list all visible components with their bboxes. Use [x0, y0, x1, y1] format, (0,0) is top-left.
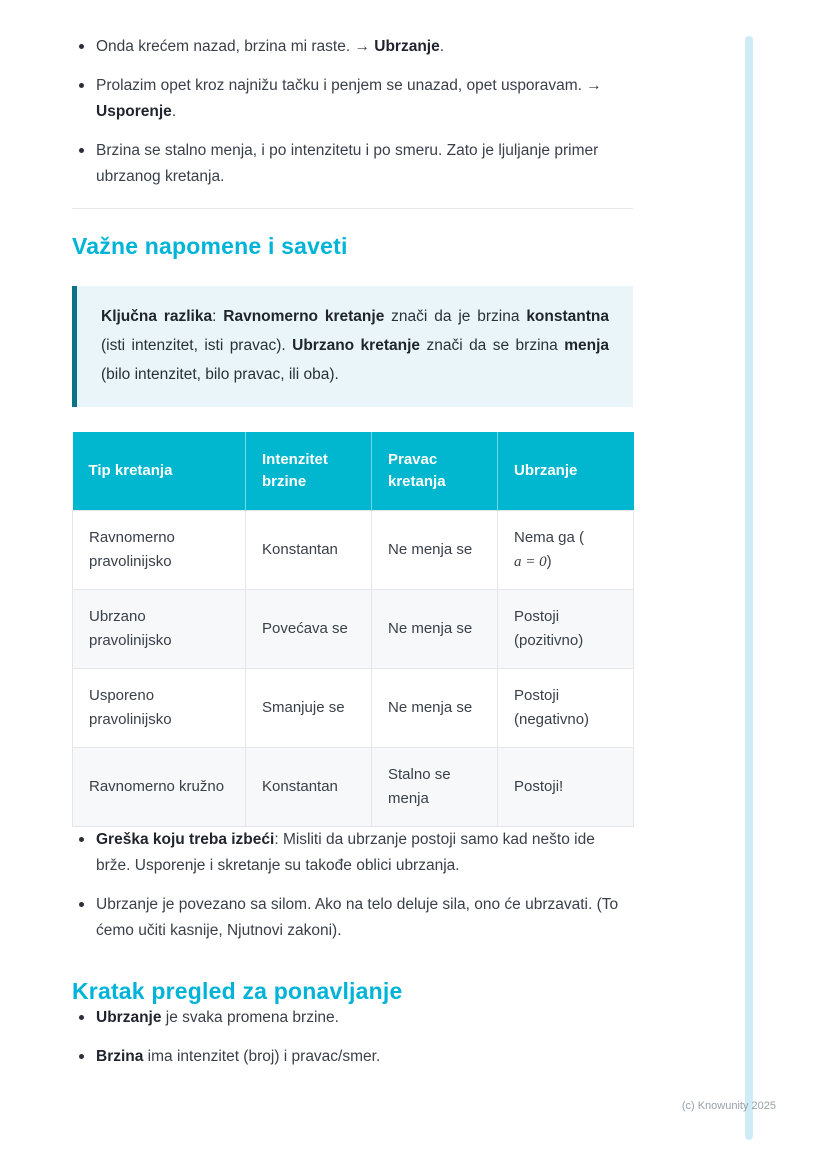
callout-span: (bilo intenzitet, bilo pravac, ili oba).: [101, 366, 339, 383]
section-heading-summary: Kratak pregled za ponavljanje: [72, 978, 403, 1004]
callout-text: [101, 302, 609, 389]
list-item: [78, 1044, 633, 1070]
cell-tip: Usporeno pravolinijsko: [73, 669, 246, 748]
list-item: [78, 73, 633, 125]
callout-span: :: [212, 308, 224, 325]
cell-pravac: Ne menja se: [372, 511, 498, 590]
column-header-tip-kretanja: Tip kretanja: [73, 432, 246, 511]
table-row: [73, 748, 634, 827]
bullet-text-bold: Brzina: [96, 1048, 144, 1065]
cell-intenzitet: Konstantan: [246, 511, 372, 590]
cell-tip: Ravnomerno pravolinijsko: [73, 511, 246, 590]
column-header-ubrzanje: Ubrzanje: [498, 432, 634, 511]
callout-bold: Ubrzano kretanje: [292, 337, 421, 354]
bullet-text-bold: Greška koju treba izbeći: [96, 831, 275, 848]
bullet-text-bold: Ubrzanje: [96, 1009, 162, 1026]
list-item: [78, 34, 633, 60]
cell-ubrzanje: [498, 511, 634, 590]
table-row: [73, 669, 634, 748]
top-spacer: [72, 0, 633, 34]
cell-pravac: Ne menja se: [372, 669, 498, 748]
list-item: [78, 827, 633, 879]
section-heading-notes: Važne napomene i saveti: [72, 233, 348, 259]
table-row: [73, 511, 634, 590]
callout-bold: Ključna razlika: [101, 308, 213, 325]
table-row: [73, 590, 634, 669]
math-expression: a = 0: [514, 554, 547, 570]
cell-tip: Ubrzano pravolinijsko: [73, 590, 246, 669]
bullet-text: je svaka promena brzine.: [161, 1009, 339, 1026]
bullet-text: Prolazim opet kroz najnižu tačku i penjem se unazad, opet usporavam. →: [96, 77, 602, 94]
key-difference-callout: [72, 286, 633, 407]
cell-ubrzanje: Postoji (pozitivno): [498, 590, 634, 669]
list-item: [78, 1005, 633, 1031]
bullet-text-bold: Usporenje: [96, 103, 172, 120]
bullet-text: Brzina se stalno menja, i po intenzitetu i po smeru. Zato je ljuljanje primer ubrzanog kretanja.: [96, 142, 599, 185]
motion-types-table: [72, 432, 634, 827]
table-header-row: [73, 432, 634, 511]
copyright-footer: (c) Knowunity 2025: [681, 1100, 776, 1112]
document-content: [72, 0, 633, 1083]
callout-bold: menja: [564, 337, 610, 354]
callout-span: znači da je brzina: [384, 308, 527, 325]
bullet-text-bold: Ubrzanje: [374, 38, 440, 55]
list-item: [78, 138, 633, 190]
bullet-text: Ubrzanje je povezano sa silom. Ako na telo deluje sila, ono će ubrzavati. (To ćemo učiti kasnije, Njutnovi zakoni).: [96, 896, 619, 939]
bullet-text: : Misliti da ubrzanje postoji samo kad nešto ide brže. Usporenje i skretanje su takođe oblici ubrzanja.: [96, 831, 595, 874]
callout-span: (isti intenzitet, isti pravac).: [101, 337, 293, 354]
callout-bold: Ravnomerno kretanje: [223, 308, 385, 325]
list-item: [78, 892, 633, 944]
cell-intenzitet: Povećava se: [246, 590, 372, 669]
bullet-text: .: [171, 103, 177, 120]
bullet-text: Onda krećem nazad, brzina mi raste. →: [96, 38, 375, 55]
cell-tip: Ravnomerno kružno: [73, 748, 246, 827]
cell-text: ): [546, 553, 552, 570]
summary-bullet-list: [72, 1005, 633, 1070]
callout-span: znači da se brzina: [420, 337, 565, 354]
bullet-text: ima intenzitet (broj) i pravac/smer.: [143, 1048, 381, 1065]
cell-ubrzanje: Postoji (negativno): [498, 669, 634, 748]
cell-pravac: Stalno se menja: [372, 748, 498, 827]
cell-intenzitet: Konstantan: [246, 748, 372, 827]
cell-pravac: Ne menja se: [372, 590, 498, 669]
cell-intenzitet: Smanjuje se: [246, 669, 372, 748]
column-header-intenzitet-brzine: Intenzitet brzine: [246, 432, 372, 511]
column-header-pravac-kretanja: Pravac kretanja: [372, 432, 498, 511]
callout-bold: konstantna: [526, 308, 609, 325]
cell-text: Nema ga (: [514, 529, 585, 546]
cell-ubrzanje: Postoji!: [498, 748, 634, 827]
intro-bullet-list: [72, 34, 633, 190]
side-accent-bar: [745, 36, 753, 1140]
bullet-text: .: [439, 38, 445, 55]
notes-bullet-list: [72, 827, 633, 944]
section-divider: [72, 208, 633, 209]
